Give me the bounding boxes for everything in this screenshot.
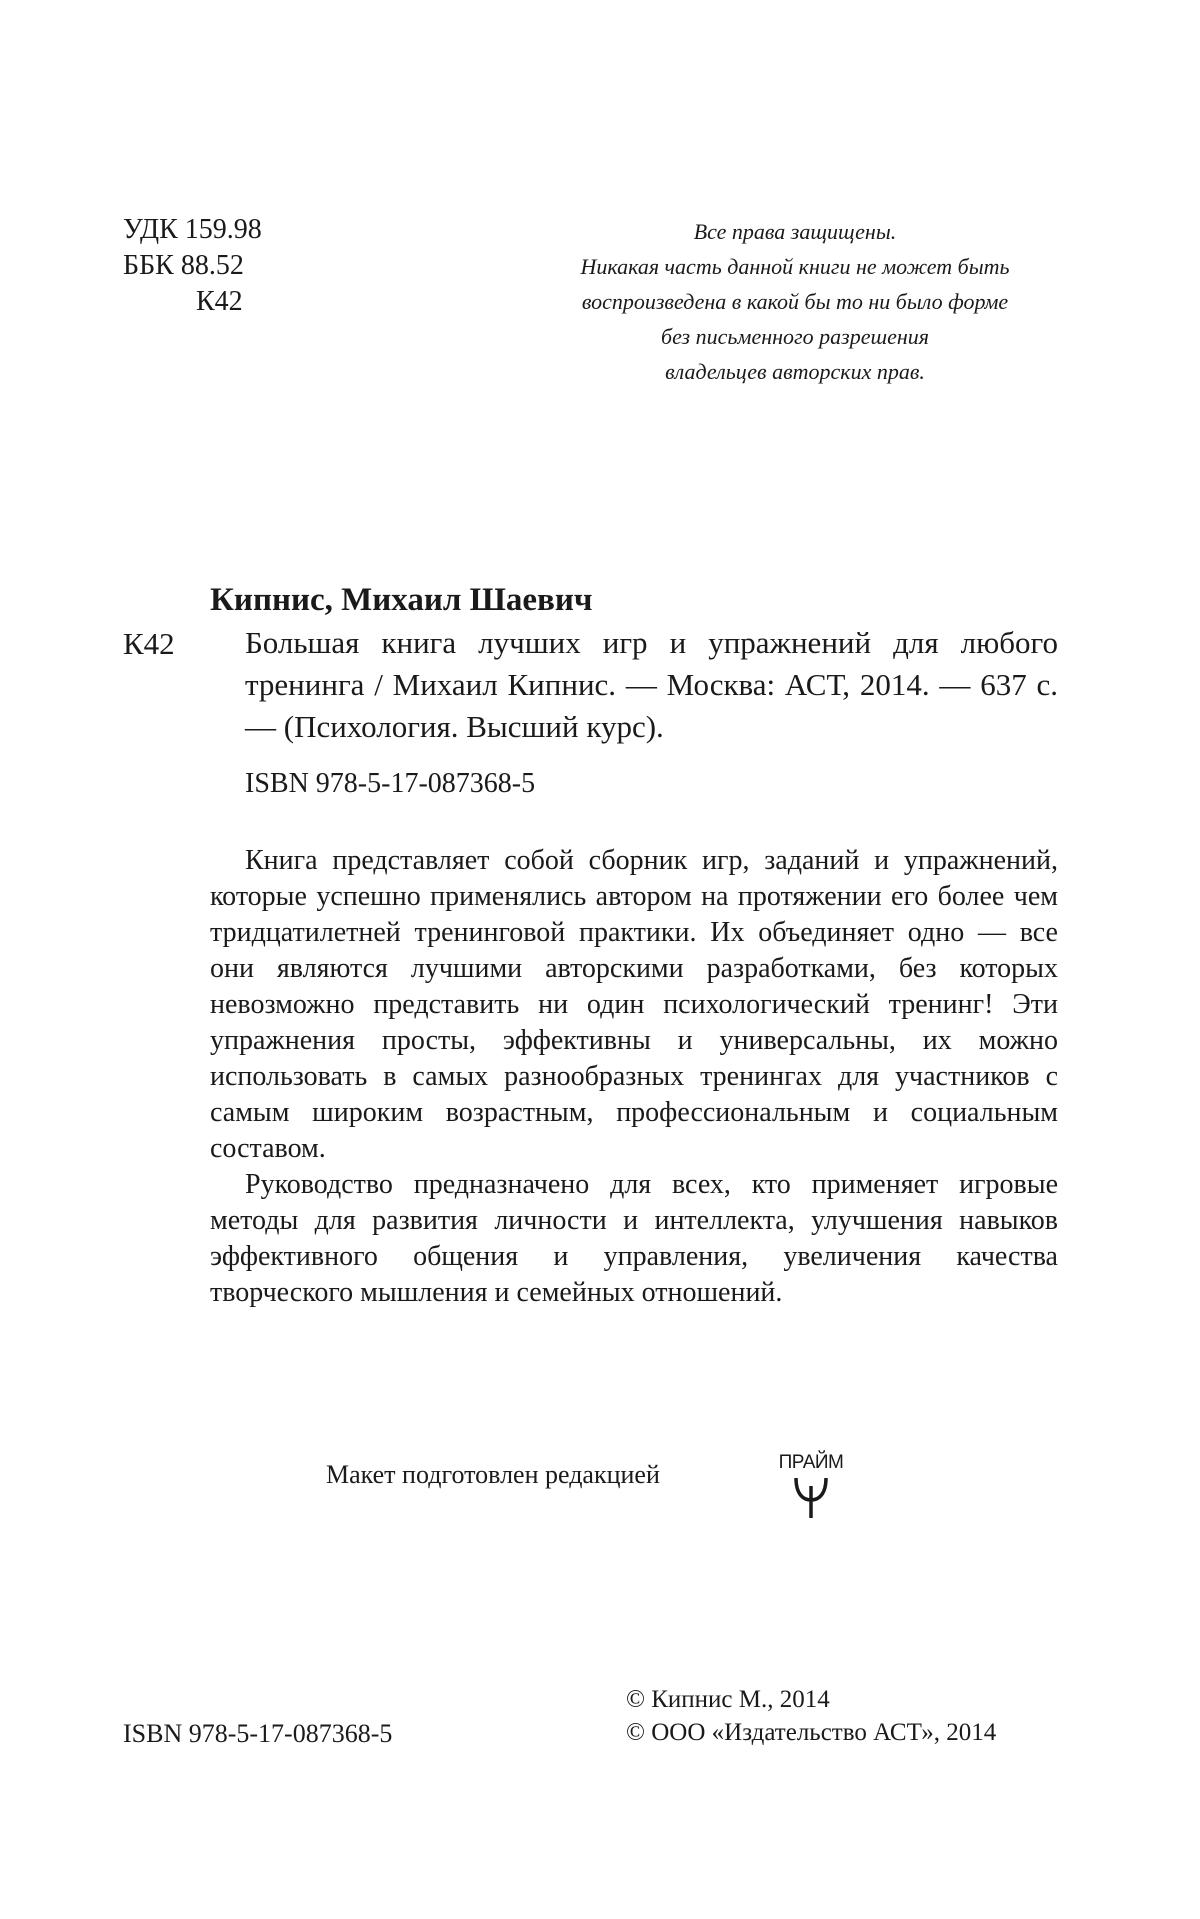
bbk-code: ББК 88.52 [123, 250, 244, 281]
isbn-footer: ISBN 978-5-17-087368-5 [123, 1719, 393, 1748]
rights-line: без письменного разрешения [661, 324, 929, 349]
rights-line: Все права защищены. [693, 219, 897, 244]
annotation [210, 843, 1058, 1311]
annotation-paragraph: Книга представляет собой сборник игр, заданий и упражнений, которые успешно применялись автором на протяжении его более чем тридцатилетней тренинговой практики. Их объединяет одно — все они являются лучшими авторскими разработками, без которых невозможно представить ни один психологический тренинг! Эти упражнения просты, эффективны и универсальны, их можно использовать в самых разнообразных тренингах для участников с самым широким возрастным, профессиональным и социальным составом. [210, 845, 1058, 1164]
isbn-card: ISBN 978-5-17-087368-5 [245, 768, 536, 799]
bibliographic-description: Большая книга лучших игр и упражнений для любого тренинга / Михаил Кипнис. — Москва: АСТ, 2014. — 637 с. — (Психология. Высший курс). [245, 625, 1058, 744]
rights-line: Никакая часть данной книги не может быть [580, 254, 1010, 279]
udk-code: УДК 159.98 [123, 214, 262, 245]
psi-icon [793, 1474, 829, 1520]
author-heading: Кипнис, Михаил Шаевич [210, 582, 593, 618]
copyright-publisher: © ООО «Издательство АСТ», 2014 [626, 1719, 997, 1746]
rights-line: воспроизведена в какой бы то ни было форме [581, 289, 1009, 314]
prime-logo [763, 1452, 859, 1524]
rights-notice [480, 214, 1110, 389]
prime-logo-text: ПРАЙМ [778, 1452, 844, 1473]
layout-credit: Макет подготовлен редакцией [326, 1460, 660, 1489]
annotation-paragraph: Руководство предназначено для всех, кто применяет игровые методы для развития личности и интеллекта, улучшения навыков эффективного общения и управления, увеличения качества творческого мышления и семейных отношений. [210, 1169, 1058, 1308]
copyright-author: © Кипнис М., 2014 [626, 1686, 830, 1713]
author-sign-top: К42 [196, 286, 243, 317]
rights-line: владельцев авторских прав. [665, 359, 925, 384]
author-sign-card: К42 [123, 626, 175, 661]
